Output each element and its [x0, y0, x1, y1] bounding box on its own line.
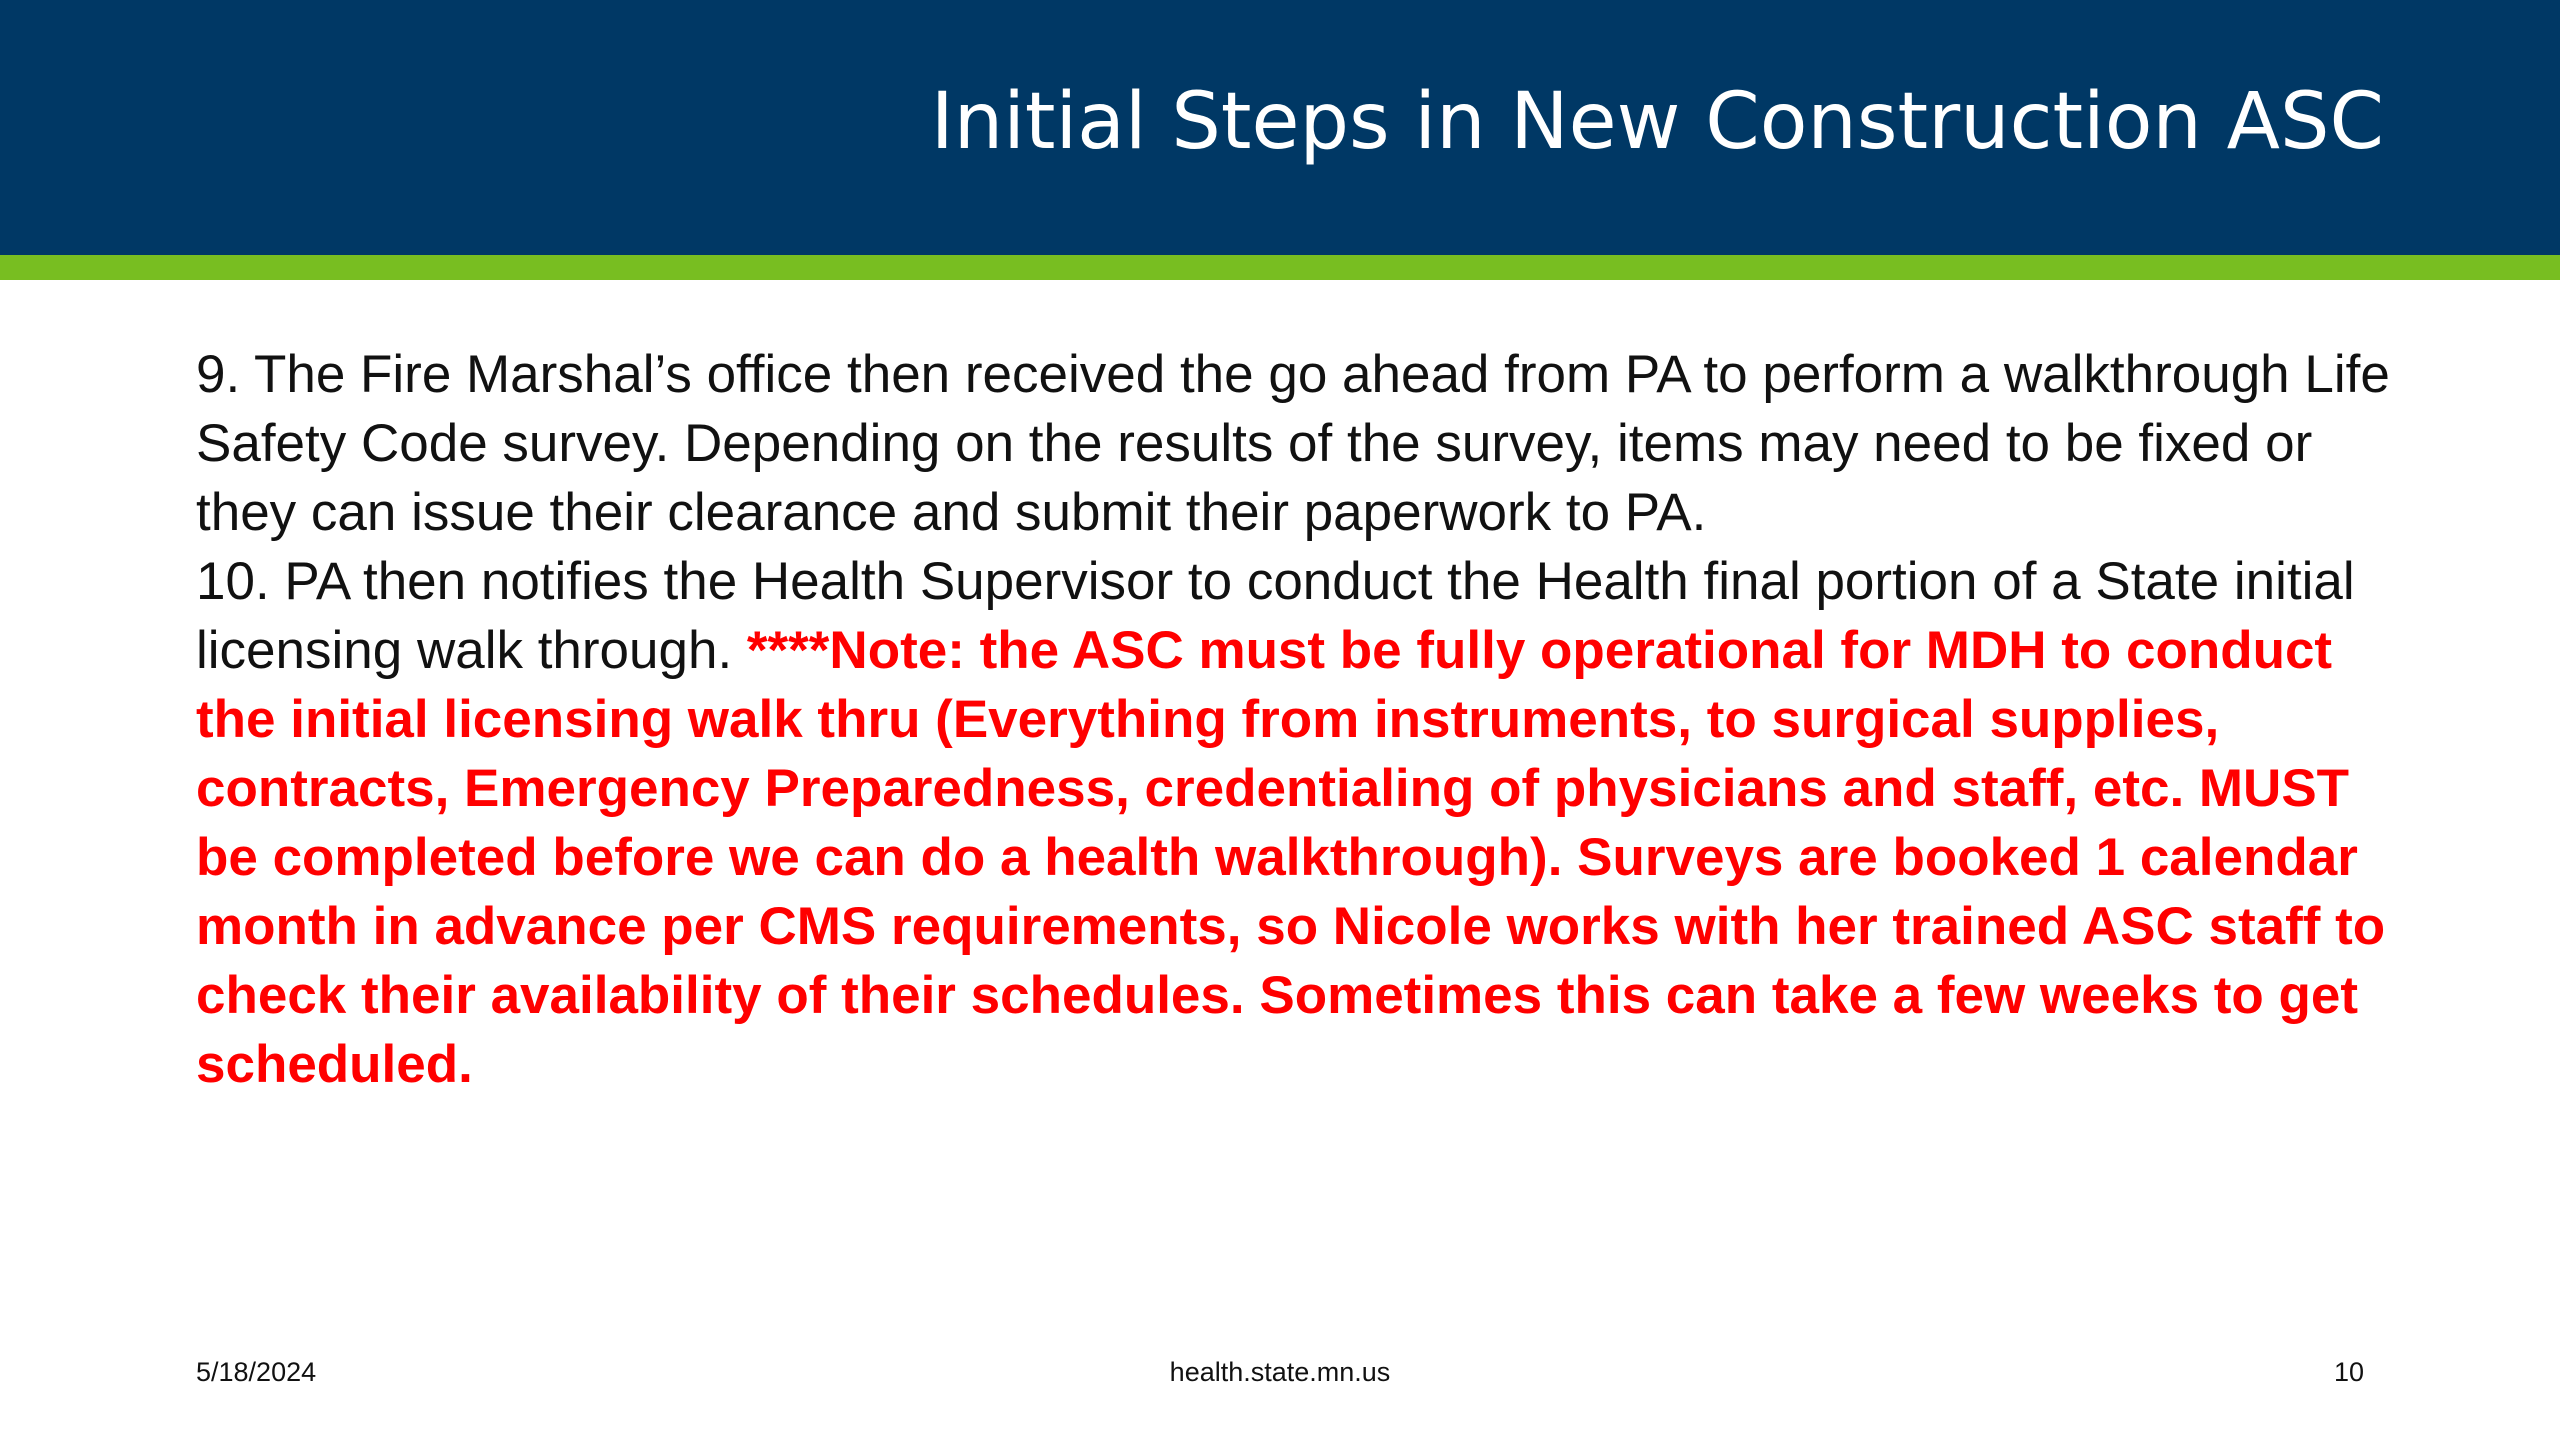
footer-date: 5/18/2024 [196, 1357, 317, 1387]
slide-number: 10 [2333, 1357, 2364, 1387]
step-9-paragraph [196, 340, 2396, 547]
slide-title: Initial Steps in New Construction ASC [930, 77, 2384, 167]
step-10-note: ****Note: the ASC must be fully operational for MDH to conduct the initial licensing walk thru (Everything from instruments, to surgical supplies, contracts, Emergency Preparedness, credentialing of physicians and staff, etc. MUST be completed before we can do a health walkthrough). Surveys are booked 1 calendar month in advance per CMS requirements, so Nicole works with her trained ASC staff to check their availability of their schedules. Sometimes this can take a few weeks to get scheduled. [196, 621, 2386, 1094]
step-10-paragraph [196, 547, 2396, 1099]
title-bar [0, 0, 2560, 255]
accent-stripe [0, 255, 2560, 280]
slide-body [196, 340, 2396, 1099]
step-9-text: 9. The Fire Marshal’s office then received the go ahead from PA to perform a walkthrough Life Safety Code survey. Depending on the results of the survey, items may need to be fixed or they can issue their clearance and submit their paperwork to PA. [196, 345, 2390, 542]
step-10-text: 10. PA then notifies the Health Supervisor to conduct the Health final portion of a State initial licensing walk through. [196, 552, 2355, 680]
footer-website: health.state.mn.us [1169, 1357, 1391, 1387]
